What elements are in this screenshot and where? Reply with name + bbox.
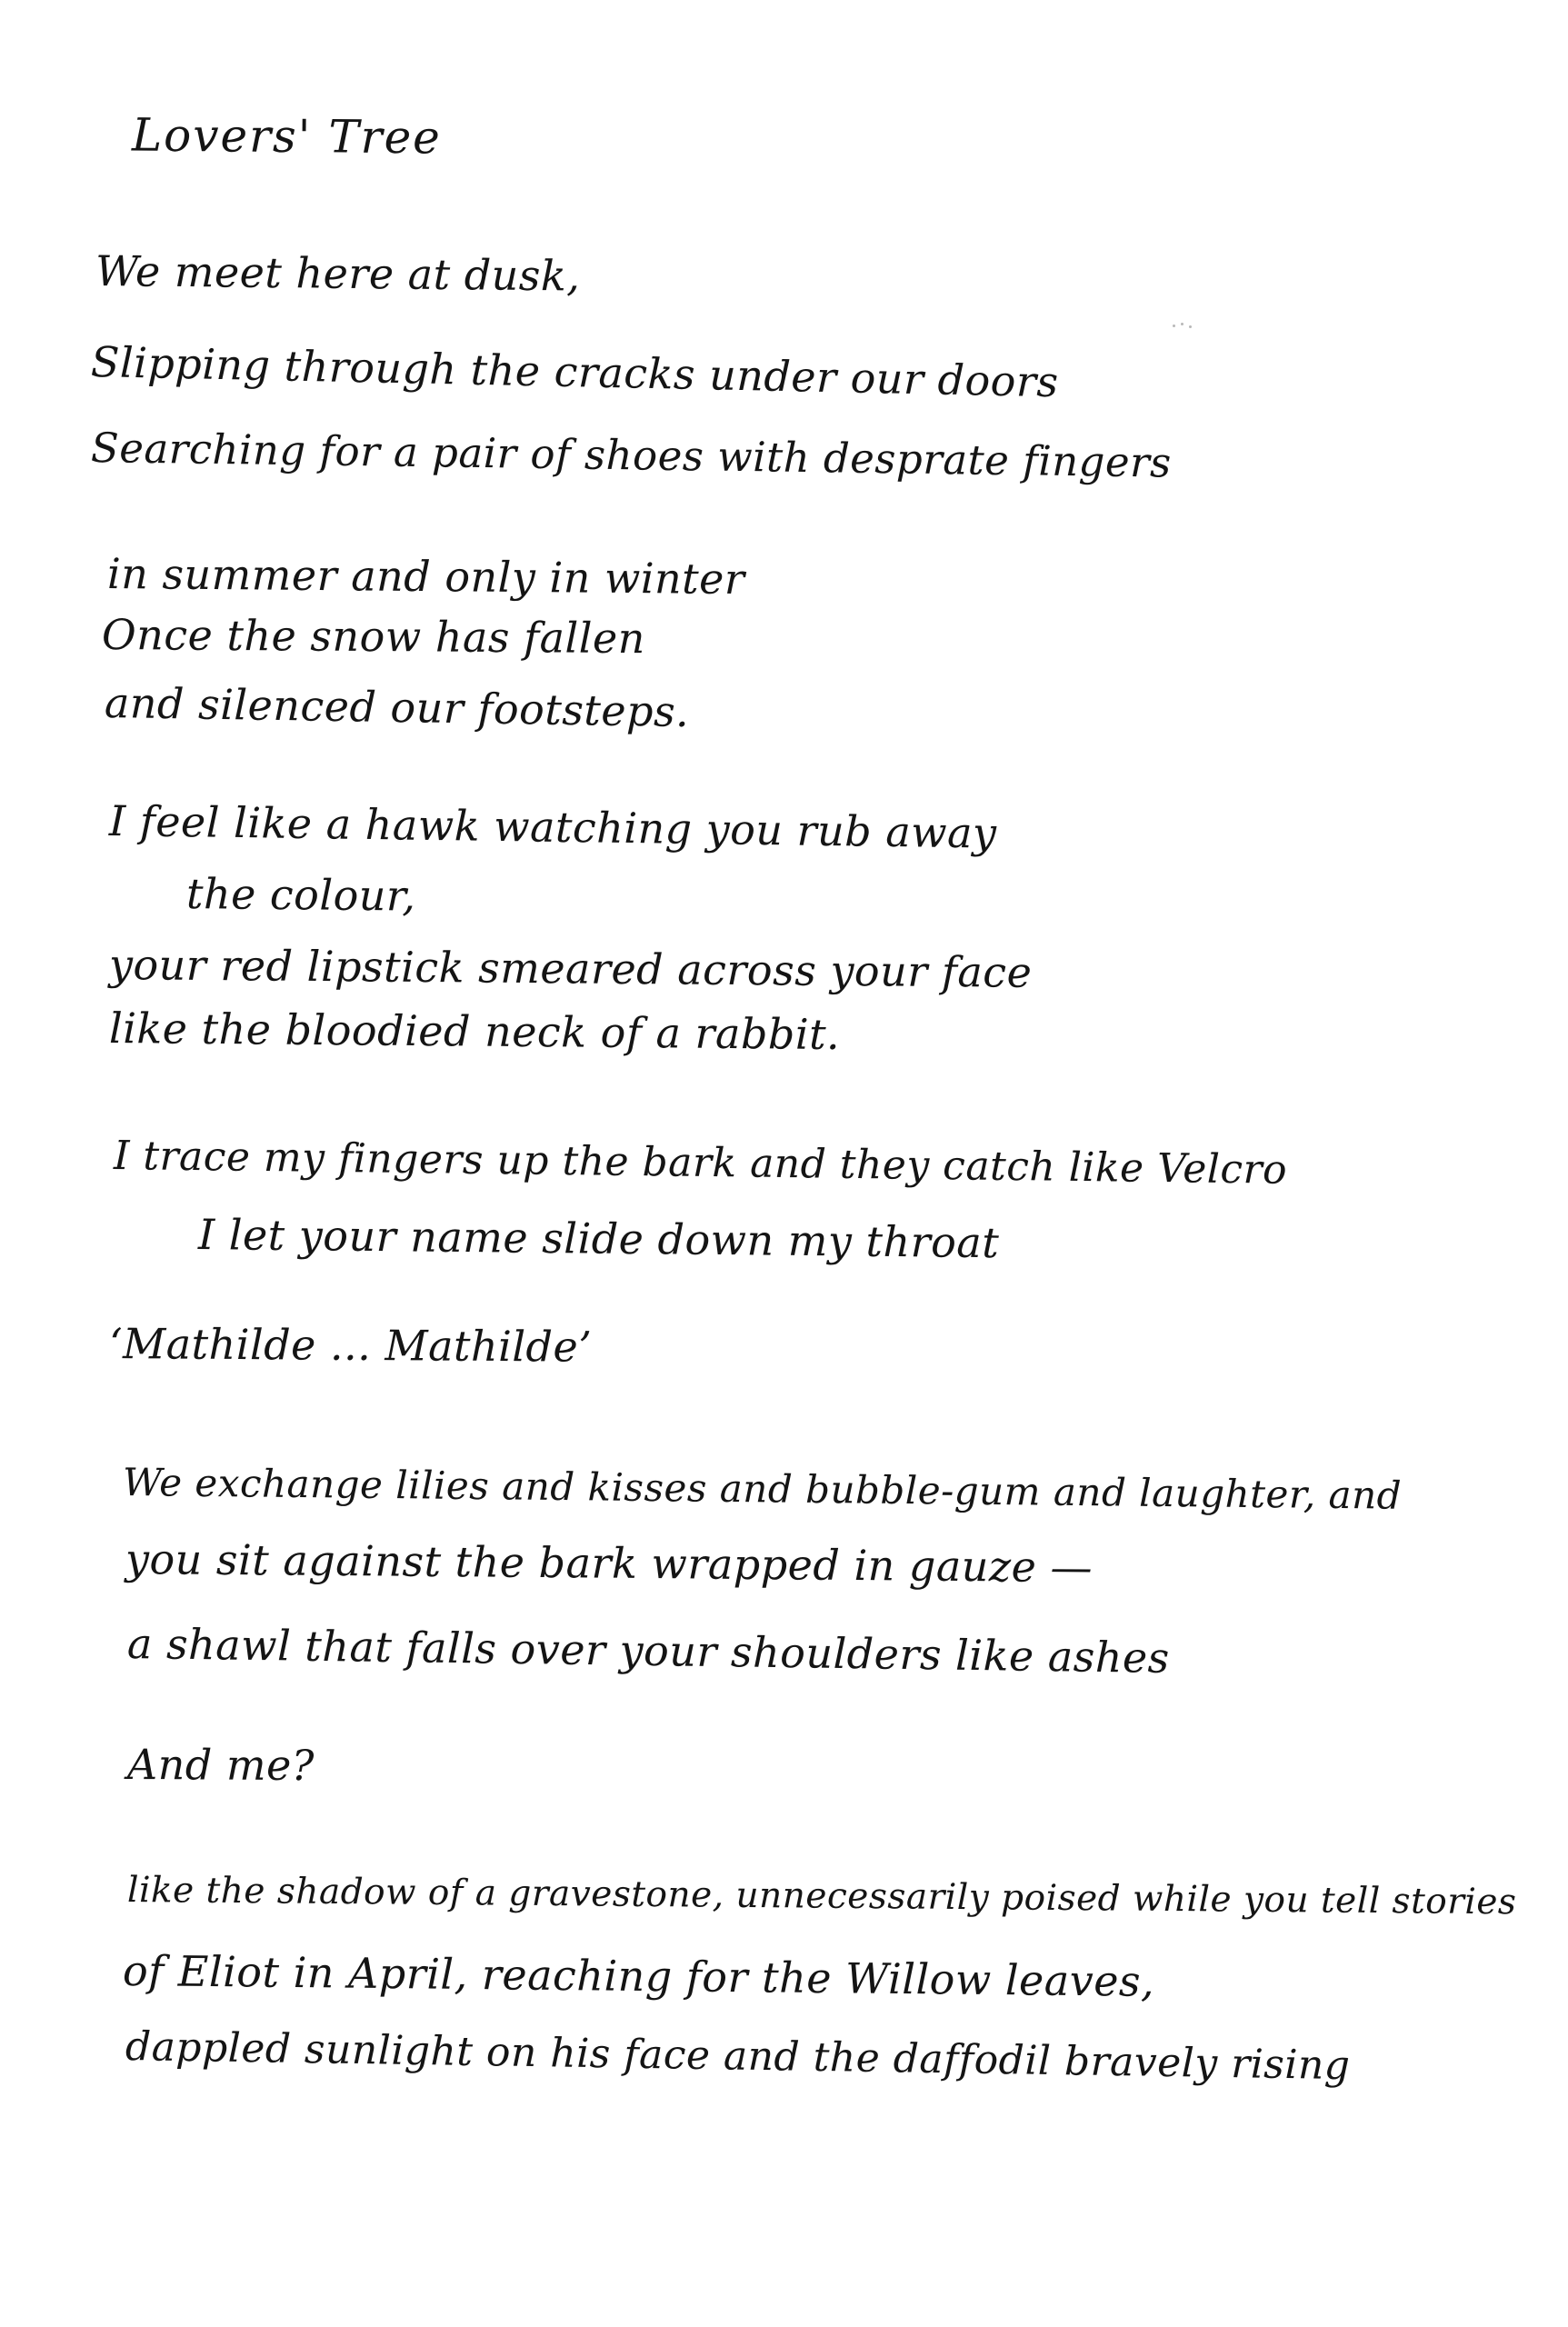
- paper-speck: [1173, 323, 1194, 328]
- poem-line: ‘Mathilde ... Mathilde’: [108, 1319, 593, 1372]
- poem-line: I trace my fingers up the bark and they catch like Velcro: [113, 1133, 1288, 1193]
- poem-title: Lovers' Tree: [131, 108, 443, 165]
- poem-line: Slipping through the cracks under our doors: [90, 337, 1060, 407]
- poem-line: your red lipstick smeared across your face: [108, 940, 1033, 997]
- poem-line: I let your name slide down my throat: [197, 1210, 1000, 1268]
- poem-line: in summer and only in winter: [106, 549, 745, 604]
- poem-line: you sit against the bark wrapped in gauze —: [125, 1534, 1094, 1593]
- poem-line: the colour,: [185, 869, 416, 921]
- poem-line: dappled sunlight on his face and the daffodil bravely rising: [125, 2023, 1351, 2090]
- poem-line: of Eliot in April, reaching for the Willow leaves,: [122, 1946, 1155, 2006]
- poem-line: I feel like a hawk watching you rub away: [108, 796, 997, 858]
- poem-line: And me?: [126, 1740, 315, 1791]
- poem-line: Searching for a pair of shoes with desprate fingers: [90, 424, 1173, 487]
- poem-line: and silenced our footsteps.: [104, 678, 690, 737]
- poem-line: a shawl that falls over your shoulders like ashes: [126, 1619, 1171, 1683]
- poem-line: We meet here at dusk,: [95, 246, 581, 301]
- poem-line: like the shadow of a gravestone, unnecessarily poised while you tell stories: [126, 1870, 1517, 1923]
- poem-line: We exchange lilies and kisses and bubble-gum and laughter, and: [122, 1460, 1403, 1518]
- poem-line: like the bloodied neck of a rabbit.: [108, 1004, 841, 1060]
- poem-line: Once the snow has fallen: [101, 610, 646, 664]
